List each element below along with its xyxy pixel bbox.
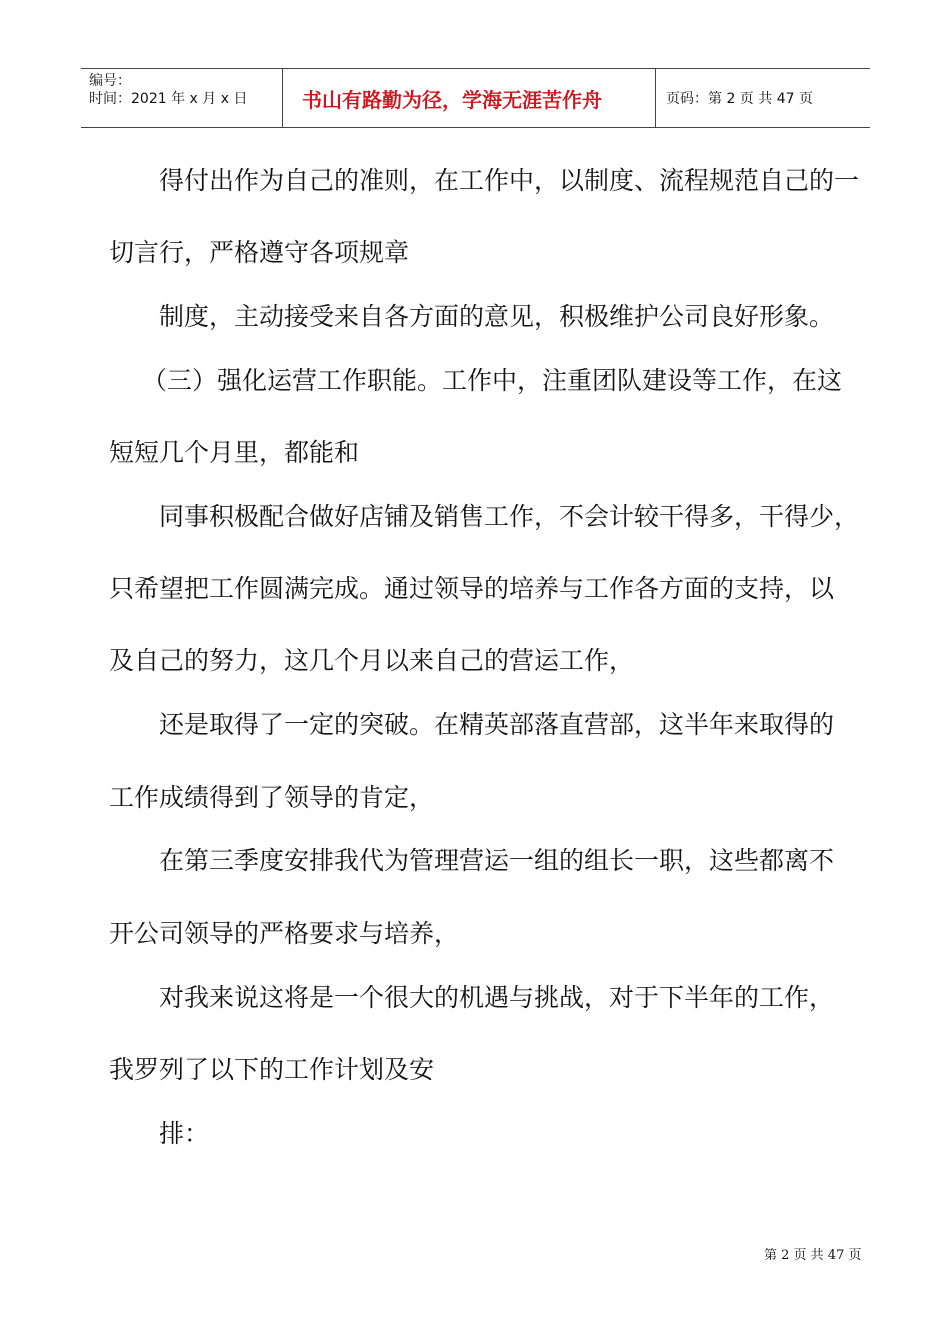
- body-line: 及自己的努力，这几个月以来自己的营运工作，: [109, 646, 635, 675]
- header-motto: 书山有路勤为径，学海无涯苦作舟: [282, 69, 656, 127]
- page-footer: 第 2 页 共 47 页: [764, 1248, 862, 1263]
- body-line: 开公司领导的严格要求与培养，: [109, 919, 460, 948]
- header-page-number: 页码：第 2 页 共 47 页: [666, 91, 813, 107]
- body-line: 短短几个月里，都能和: [109, 438, 360, 467]
- body-line: 切言行，严格遵守各项规章: [109, 238, 410, 267]
- page-header: [81, 68, 870, 128]
- header-meta: [81, 69, 282, 127]
- body-line: 排：: [159, 1119, 210, 1148]
- date-label: 时间：2021 年 x 月 x 日: [89, 91, 248, 107]
- body-line: 还是取得了一定的突破。在精英部落直营部，这半年来取得的: [159, 710, 835, 739]
- body-line: （三）强化运营工作职能。工作中，注重团队建设等工作，在这: [142, 366, 843, 395]
- body-line: 工作成绩得到了领导的肯定，: [109, 783, 435, 812]
- body-line: 在第三季度安排我代为管理营运一组的组长一职，这些都离不: [159, 846, 835, 875]
- body-line: 制度，主动接受来自各方面的意见，积极维护公司良好形象。: [159, 302, 835, 331]
- body-line: 我罗列了以下的工作计划及安: [109, 1055, 435, 1084]
- body-line: 只希望把工作圆满完成。通过领导的培养与工作各方面的支持，以: [109, 574, 835, 603]
- serial-number-label: 编号：: [89, 73, 131, 89]
- body-line: 对我来说这将是一个很大的机遇与挑战，对于下半年的工作，: [159, 983, 835, 1012]
- body-line: 得付出作为自己的准则，在工作中，以制度、流程规范自己的一: [159, 166, 860, 195]
- body-line: 同事积极配合做好店铺及销售工作，不会计较干得多，干得少，: [159, 502, 860, 531]
